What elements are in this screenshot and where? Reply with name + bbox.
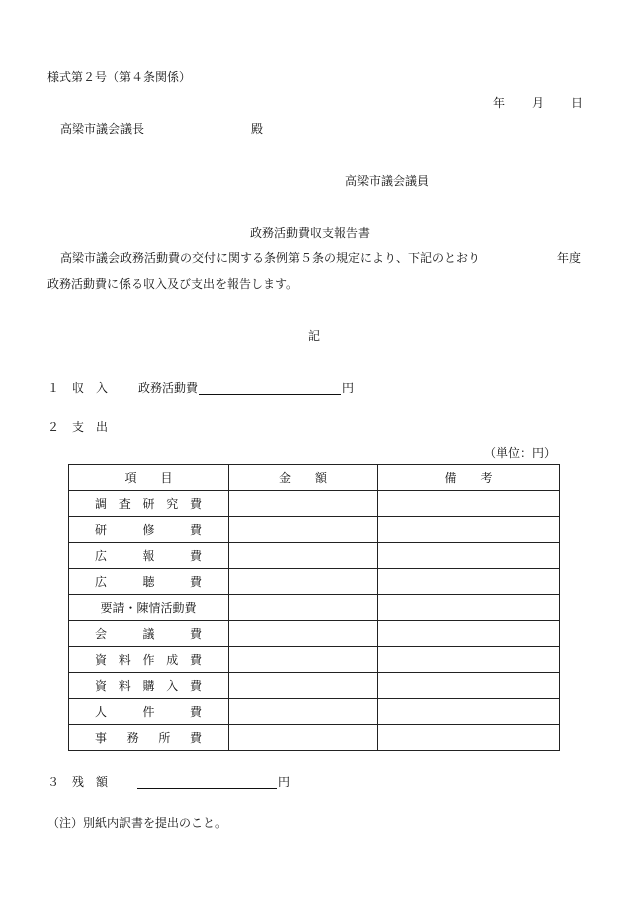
- row-note-cell[interactable]: [378, 543, 560, 569]
- row-amount-cell[interactable]: [229, 491, 378, 517]
- row-item-char: 成: [166, 652, 179, 667]
- row-item-char: 資: [95, 652, 108, 667]
- balance-label: 残 額: [72, 775, 109, 789]
- row-item-char: 費: [189, 496, 202, 511]
- table-row: [69, 543, 560, 569]
- header-note: 備 考: [378, 465, 560, 491]
- row-item-char: 研: [95, 522, 108, 537]
- table-row: [69, 725, 560, 751]
- row-item-char: 究: [166, 496, 179, 511]
- date-day-label: 日: [571, 96, 584, 110]
- row-item-char: 議: [142, 626, 155, 641]
- row-amount-cell[interactable]: [229, 699, 378, 725]
- row-amount-cell[interactable]: [229, 673, 378, 699]
- row-item-char: 料: [118, 678, 131, 693]
- row-note-cell[interactable]: [378, 569, 560, 595]
- row-note-cell[interactable]: [378, 647, 560, 673]
- body-text-line1: 高梁市議会政務活動費の交付に関する条例第５条の規定により、下記のとおり: [60, 251, 481, 265]
- row-item-char: 費: [189, 574, 202, 589]
- row-item-name: [69, 569, 229, 595]
- row-item-char: 購: [142, 678, 155, 693]
- row-item-name: 要請・陳情活動費: [69, 595, 229, 621]
- table-row: [69, 673, 560, 699]
- row-item-char: 聴: [142, 574, 155, 589]
- row-item-char: 事: [95, 730, 108, 745]
- row-item-char: 広: [95, 548, 108, 563]
- row-amount-cell[interactable]: [229, 569, 378, 595]
- row-item-char: 費: [189, 626, 202, 641]
- table-header-row: [69, 465, 560, 491]
- ki-heading: 記: [308, 329, 321, 343]
- header-item: 項 目: [69, 465, 229, 491]
- row-item-name: [69, 543, 229, 569]
- body-text-line2: 政務活動費に係る収入及び支出を報告します。: [47, 277, 299, 291]
- row-item-char: 査: [118, 496, 131, 511]
- table-row: [69, 595, 560, 621]
- row-item-char: 費: [189, 730, 202, 745]
- date-year-label: 年: [493, 96, 506, 110]
- row-item-name: [69, 647, 229, 673]
- row-note-cell[interactable]: [378, 517, 560, 543]
- row-item-name: [69, 517, 229, 543]
- date-month-label: 月: [532, 96, 545, 110]
- footnote: （注）別紙内訳書を提出のこと。: [47, 816, 228, 830]
- row-item-char: 所: [158, 730, 171, 745]
- row-item-char: 費: [189, 548, 202, 563]
- row-item-char: 修: [142, 522, 155, 537]
- table-row: [69, 647, 560, 673]
- table-row: [69, 517, 560, 543]
- body-text-fiscal-year: 年度: [557, 251, 582, 265]
- addressee-honorific: 殿: [251, 122, 264, 136]
- row-item-char: 人: [95, 704, 108, 719]
- row-note-cell[interactable]: [378, 725, 560, 751]
- row-item-char: 件: [142, 704, 155, 719]
- balance-number: ３: [47, 775, 60, 789]
- row-item-char: 資: [95, 678, 108, 693]
- table-row: [69, 699, 560, 725]
- row-amount-cell[interactable]: [229, 647, 378, 673]
- row-amount-cell[interactable]: [229, 621, 378, 647]
- row-item-char: 調: [95, 496, 108, 511]
- row-item-name: [69, 621, 229, 647]
- row-item-char: 会: [95, 626, 108, 641]
- income-label: 収 入: [72, 381, 109, 395]
- row-item-char: 料: [118, 652, 131, 667]
- header-amount: 金 額: [229, 465, 378, 491]
- table-row: [69, 491, 560, 517]
- income-number: １: [47, 381, 60, 395]
- row-item-char: 費: [189, 652, 202, 667]
- row-item-name: [69, 673, 229, 699]
- row-item-name: [69, 491, 229, 517]
- unit-note: （単位：円）: [484, 446, 557, 460]
- row-note-cell[interactable]: [378, 673, 560, 699]
- row-item-char: 務: [126, 730, 139, 745]
- row-note-cell[interactable]: [378, 491, 560, 517]
- row-item-char: 作: [142, 652, 155, 667]
- row-item-char: 広: [95, 574, 108, 589]
- row-item-char: 入: [166, 678, 179, 693]
- row-note-cell[interactable]: [378, 621, 560, 647]
- row-item-char: 報: [142, 548, 155, 563]
- expenditure-table: [68, 464, 560, 751]
- income-unit: 円: [342, 381, 355, 395]
- expenditure-number: ２: [47, 420, 60, 434]
- addressee-name: 高梁市議会議長: [60, 122, 145, 136]
- row-amount-cell[interactable]: [229, 595, 378, 621]
- row-item-name: [69, 725, 229, 751]
- row-amount-cell[interactable]: [229, 725, 378, 751]
- row-item-char: 費: [189, 678, 202, 693]
- balance-unit: 円: [278, 775, 291, 789]
- table-row: [69, 569, 560, 595]
- expenditure-label: 支 出: [72, 420, 109, 434]
- row-note-cell[interactable]: [378, 595, 560, 621]
- row-amount-cell[interactable]: [229, 543, 378, 569]
- row-note-cell[interactable]: [378, 699, 560, 725]
- row-item-char: 費: [189, 704, 202, 719]
- income-amount-blank: [199, 381, 341, 395]
- row-item-char: 研: [142, 496, 155, 511]
- sender-title: 高梁市議会議員: [345, 174, 430, 188]
- row-amount-cell[interactable]: [229, 517, 378, 543]
- form-number: 様式第２号（第４条関係）: [47, 70, 192, 84]
- row-item-name: [69, 699, 229, 725]
- income-item: 政務活動費: [138, 381, 199, 395]
- document-title: 政務活動費収支報告書: [250, 226, 371, 240]
- balance-amount-blank: [137, 775, 277, 789]
- table-row: [69, 621, 560, 647]
- row-item-char: 費: [189, 522, 202, 537]
